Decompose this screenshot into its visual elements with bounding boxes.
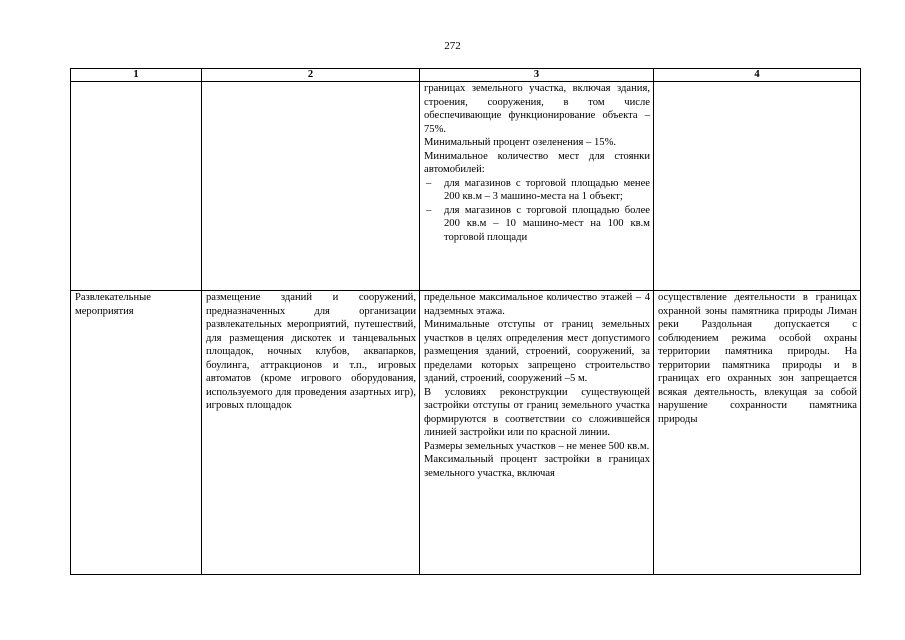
- table-row: [71, 291, 861, 575]
- use-description-cell: размещение зданий и сооружений, предназначенных для организации развлекательных мероприятий, путешествий, для размещения дискотек и танцевальных площадок, ночных клубов, аквапарков, боулинга, аттракционов и т.п., игровых автоматов (кроме игрового оборудования, используемого для проведения азартных игр), игровых площадок: [202, 291, 420, 575]
- use-type-cell: Развлекательные мероприятия: [71, 291, 202, 575]
- use-description-cell: [202, 82, 420, 291]
- list-item: – для магазинов с торговой площадью менее 200 кв.м – 3 машино-места на 1 объект;: [424, 177, 650, 204]
- column-header: 4: [654, 69, 861, 82]
- use-type-cell: [71, 82, 202, 291]
- table-row: [71, 82, 861, 291]
- parameter-paragraph: Максимальный процент застройки в границах земельного участка, включая: [424, 454, 650, 479]
- restrictions-cell: осуществление деятельности в границах охранной зоны памятника природы Лиман реки Раздольная допускается с соблюдением режима особой охраны территории памятника природы. На территории памятника природы и в границах его охранных зон запрещается всякая деятельность, влекущая за собой нарушение сохранности памятника природы: [654, 291, 861, 575]
- parameters-cell: [420, 291, 654, 575]
- parking-list: [424, 177, 650, 245]
- parameters-cell: [420, 82, 654, 291]
- page-number: 272: [444, 40, 461, 52]
- zoning-regulations-table: [70, 68, 861, 575]
- column-header: 3: [420, 69, 654, 82]
- column-header: 1: [71, 69, 202, 82]
- parameter-paragraph: Размеры земельных участков – не менее 500 кв.м.: [424, 440, 650, 452]
- parameter-paragraph: Минимальное количество мест для стоянки автомобилей:: [424, 150, 650, 175]
- parameter-paragraph: предельное максимальное количество этажей – 4 надземных этажа.: [424, 292, 650, 317]
- parameter-paragraph: В условиях реконструкции существующей застройки отступы от границ земельного участка формируются в соответствии со сложившейся линией застройки или по красной линии.: [424, 386, 650, 438]
- list-item: – для магазинов с торговой площадью более 200 кв.м – 10 машино-мест на 100 кв.м торговой площади: [424, 204, 650, 245]
- column-header: 2: [202, 69, 420, 82]
- parameter-paragraph: Минимальный процент озеленения – 15%.: [424, 137, 617, 148]
- parameter-paragraph: Минимальные отступы от границ земельных участков в целях определения мест допустимого размещения зданий, строений, сооружений, за пределами которых запрещено строительство зданий, строений, сооружений –5 м.: [424, 319, 650, 384]
- restrictions-cell: [654, 82, 861, 291]
- parameter-paragraph: границах земельного участка, включая здания, строения, сооружения, в том числе обеспечивающие функционирование объекта – 75%.: [424, 83, 650, 135]
- table-header-row: [71, 69, 861, 82]
